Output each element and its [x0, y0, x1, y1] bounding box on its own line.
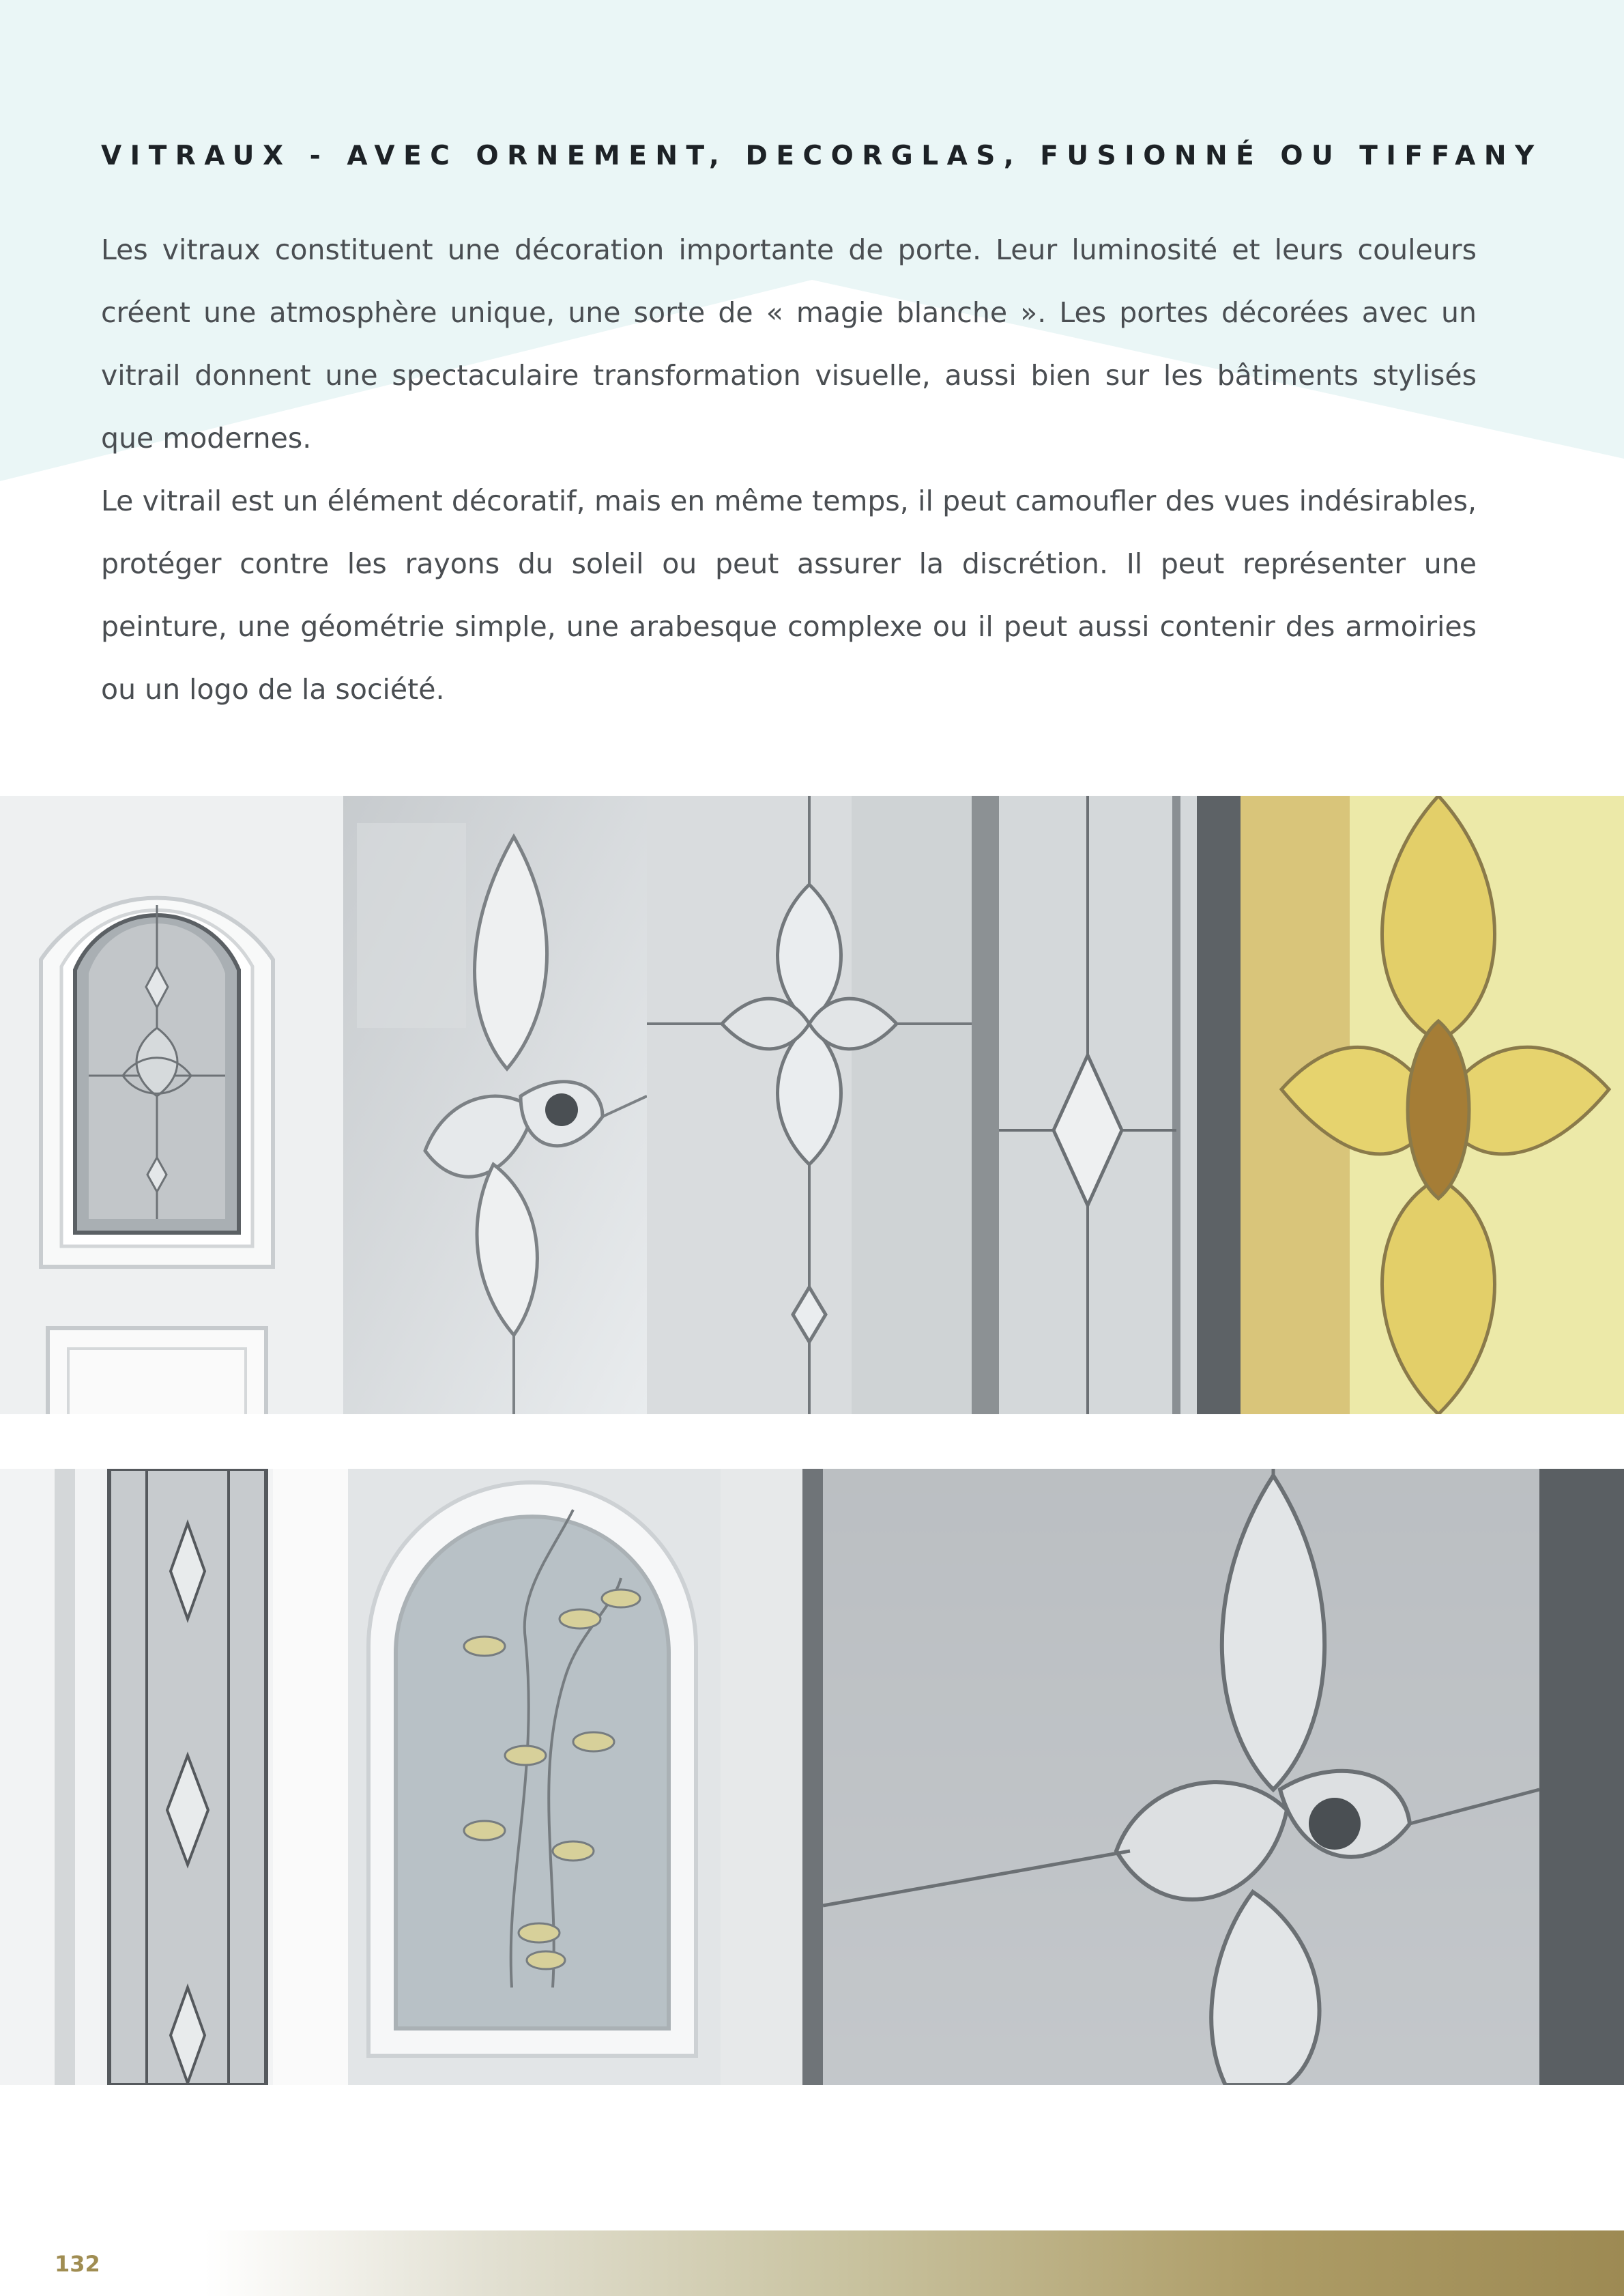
footer-gradient-bar: [205, 2230, 1624, 2296]
photo-bevelled-glass-flower: [647, 796, 972, 1414]
page-title: VITRAUX - AVEC ORNEMENT, DECORGLAS, FUSIONNÉ OU TIFFANY: [101, 141, 1543, 171]
body-paragraph: Le vitrail est un élément décoratif, mais en même temps, il peut camoufler des vues indésirables, protéger contre les rayons du soleil ou peut assurer la discrétion. Il peut représenter une peinture, une géométrie simple, une arabesque complexe ou il peut aussi contenir des armoiries ou un logo de la société.: [101, 485, 1477, 706]
page-number: 132: [55, 2251, 100, 2277]
photo-leaf-pattern-arch: [348, 1469, 721, 2085]
photo-bevelled-glass-leaf: [343, 796, 647, 1414]
photo-arched-door-window: [0, 796, 343, 1414]
intro-paragraph: Les vitraux constituent une décoration importante de porte. Leur luminosité et leurs couleurs créent une atmosphère unique, une sorte de « magie blanche ». Les portes décorées avec un vitrail donnent une spectaculaire transformation visuelle, aussi bien sur les bâtiments stylisés que modernes.: [101, 233, 1477, 455]
photo-bevelled-glass-closeup: [721, 1469, 1624, 2085]
photo-bevelled-glass-diamond: [972, 796, 1241, 1414]
photo-sidelight-glass: [0, 1469, 348, 2085]
photo-yellow-tiffany-glass: [1241, 796, 1624, 1414]
